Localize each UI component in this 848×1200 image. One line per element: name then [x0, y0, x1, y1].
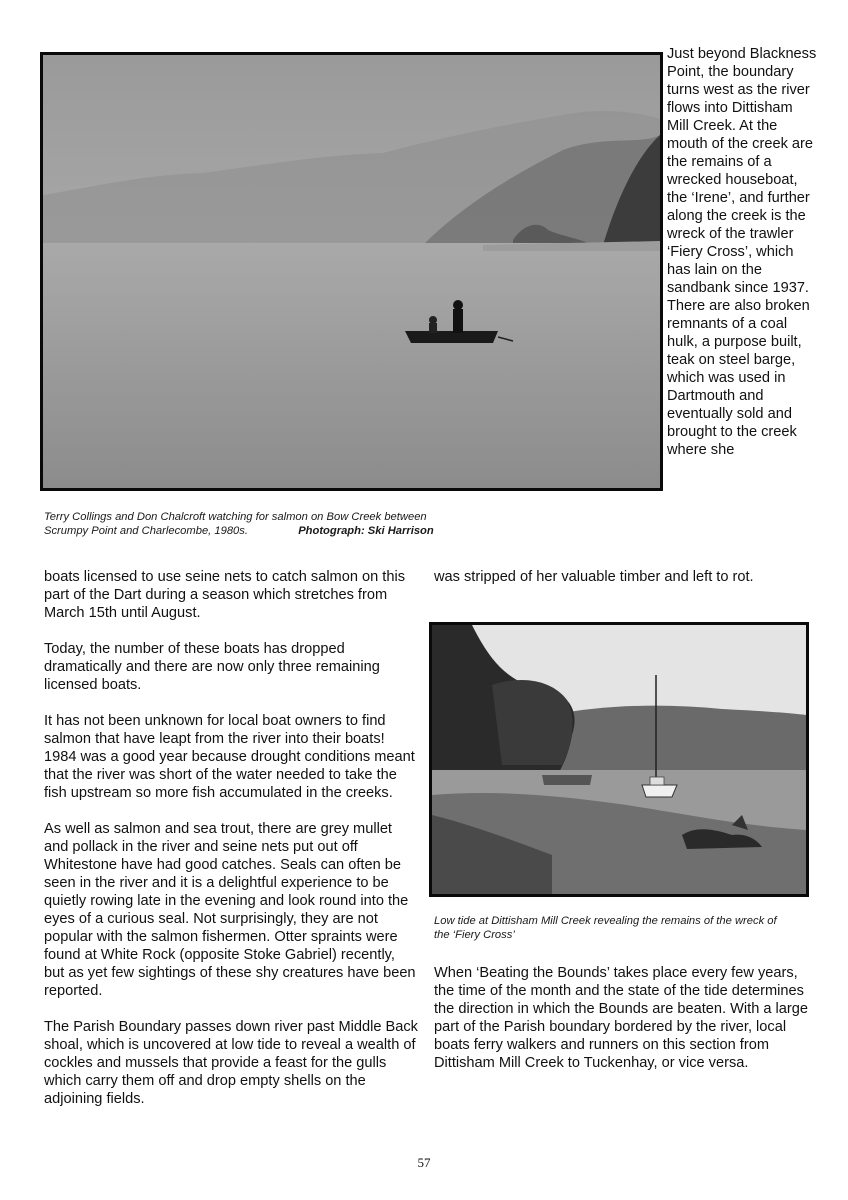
left-paragraph-1: boats licensed to use seine nets to catch salmon on this part of the Dart during a season which stretches from March 15th until August.: [44, 569, 406, 621]
right-paragraph: When ‘Beating the Bounds’ takes place every few years, the time of the month and the state of the tide determines the direction in which the Bounds are beaten. With a large part of the Parish boundary bordered by the river, local boats ferry walkers and runners on this section from Dittisham Mill Creek to Tuckenhay, or vice versa.: [434, 965, 808, 1071]
right-continuation: was stripped of her valuable timber and left to rot.: [434, 569, 754, 585]
caption-line-2: Scrumpy Point and Charlecombe, 1980s.: [44, 525, 248, 537]
photo-mill-creek: [429, 622, 809, 897]
caption-line-1: Terry Collings and Don Chalcroft watching for salmon on Bow Creek between: [44, 511, 427, 523]
photo-mill-creek-caption: Low tide at Dittisham Mill Creek revealing the remains of the wreck of the ‘Fiery Cross’: [434, 915, 777, 941]
page-number: 57: [417, 1155, 431, 1170]
photo-bow-creek-caption: [44, 510, 494, 538]
side-paragraph: Just beyond Blackness Point, the boundary turns west as the river flows into Dittisham Mill Creek. At the mouth of the creek are the remains of a wrecked houseboat, the ‘Irene’, and further along the creek is the wreck of the trawler ‘Fiery Cross’, which has lain on the sandbank since 1937. There are also broken remnants of a coal hulk, a purpose built, teak on steel barge, which was used in Dartmouth and eventually sold and brought to the creek where she: [667, 46, 817, 458]
left-column: [44, 568, 419, 1126]
photo-mill-creek-image: [432, 625, 806, 894]
left-paragraph-5: The Parish Boundary passes down river past Middle Back shoal, which is uncovered at low tide to reveal a wealth of cockles and mussels that provide a feast for the gulls which carry them off and drop empty shells on the adjoining fields.: [44, 1019, 418, 1107]
left-paragraph-2: Today, the number of these boats has dropped dramatically and there are now only three remaining licensed boats.: [44, 641, 380, 693]
left-paragraph-4: As well as salmon and sea trout, there are grey mullet and pollack in the river and seine nets put out off Whitestone have had good catches. Seals can often be seen in the river and it is a delightful experience to be quietly rowing late in the evening and look round into the eyes of a curious seal. Not surprisingly, they are not popular with the salmon fishermen. Otter spraints were found at White Rock (opposite Stoke Gabriel) recently, but as yet few sightings of these shy creatures have been reported.: [44, 821, 416, 999]
photo-credit: Photograph: Ski Harrison: [298, 525, 434, 537]
left-paragraph-3: It has not been unknown for local boat owners to find salmon that have leapt from the river into their boats! 1984 was a good year because drought conditions meant that the river was short of the water needed to take the fish upstream so more fish accumulated in the creeks.: [44, 713, 415, 801]
photo-bow-creek-image: [43, 55, 660, 488]
photo-bow-creek: [40, 52, 663, 491]
